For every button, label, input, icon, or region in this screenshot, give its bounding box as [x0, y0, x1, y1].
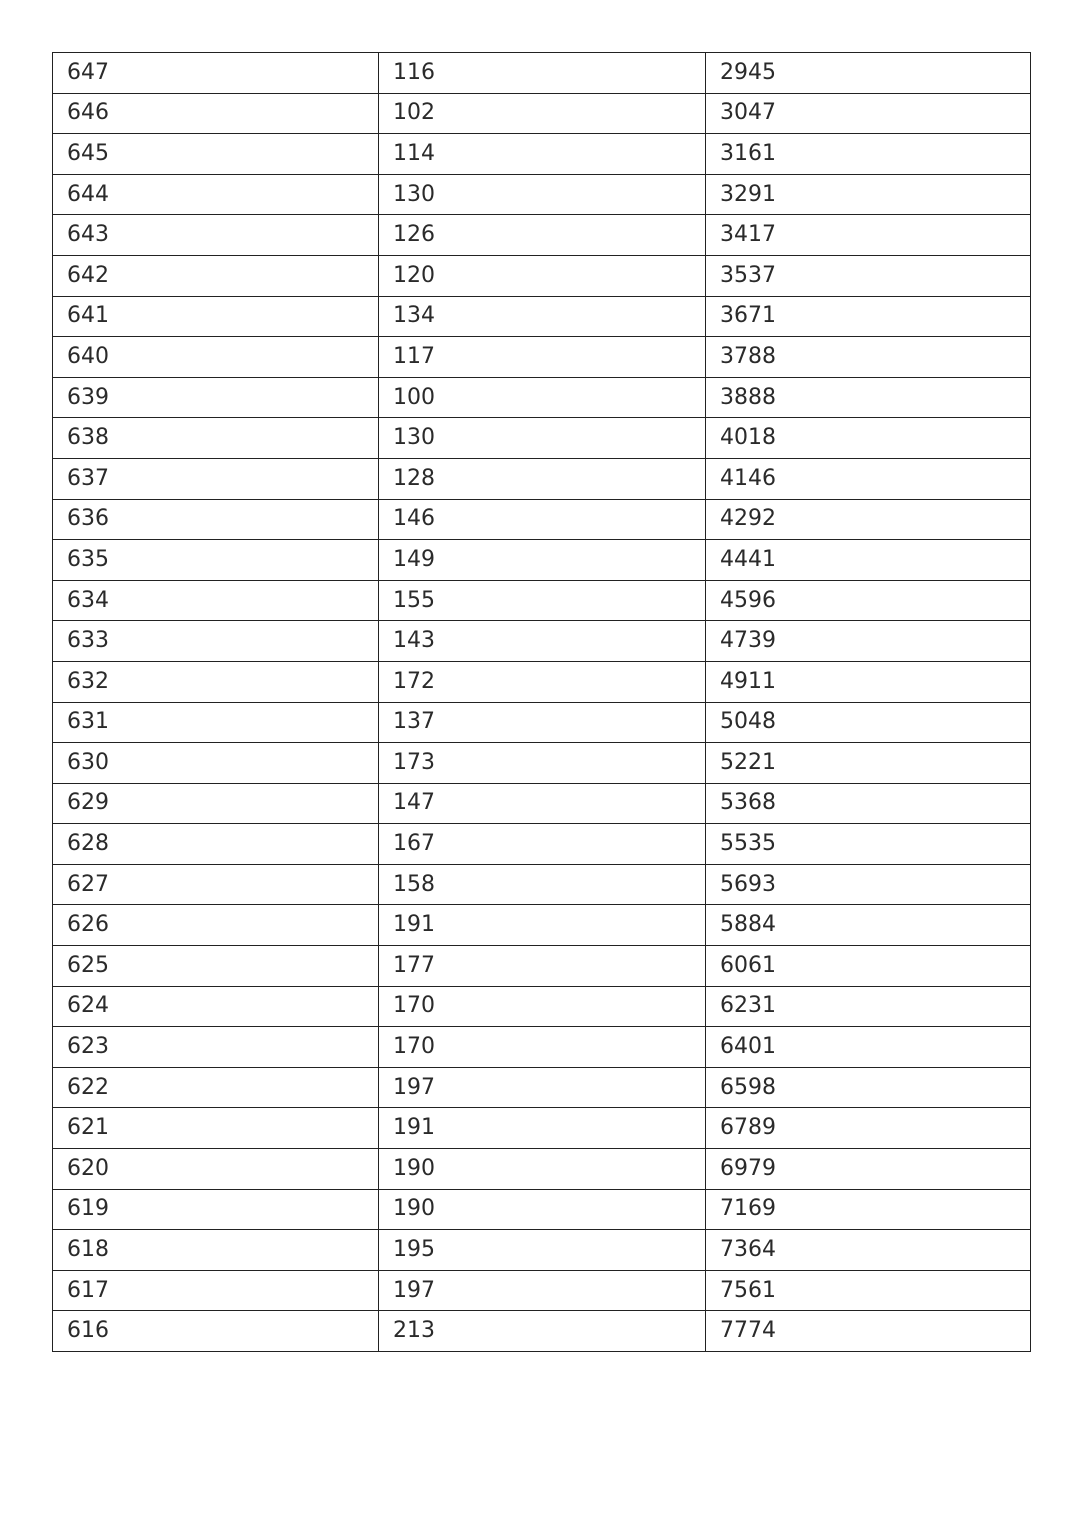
cumulative-cell: 6598: [706, 1067, 1031, 1108]
count-cell: 130: [379, 174, 706, 215]
table-row: [53, 864, 1031, 905]
score-cell: 642: [53, 255, 379, 296]
cumulative-cell: 5884: [706, 905, 1031, 946]
table-row: [53, 93, 1031, 134]
table-row: [53, 1027, 1031, 1068]
table-row: [53, 580, 1031, 621]
score-cell: 616: [53, 1311, 379, 1352]
table-row: [53, 499, 1031, 540]
cumulative-cell: 3047: [706, 93, 1031, 134]
count-cell: 170: [379, 986, 706, 1027]
cumulative-cell: 5048: [706, 702, 1031, 743]
cumulative-cell: 4441: [706, 540, 1031, 581]
score-cell: 617: [53, 1270, 379, 1311]
table-row: [53, 783, 1031, 824]
cumulative-cell: 4146: [706, 458, 1031, 499]
cumulative-cell: 4292: [706, 499, 1031, 540]
cumulative-cell: 7774: [706, 1311, 1031, 1352]
count-cell: 191: [379, 905, 706, 946]
score-cell: 623: [53, 1027, 379, 1068]
score-table-body: [53, 53, 1031, 1352]
table-row: [53, 1311, 1031, 1352]
cumulative-cell: 6061: [706, 946, 1031, 987]
table-row: [53, 418, 1031, 459]
score-cell: 636: [53, 499, 379, 540]
score-cell: 634: [53, 580, 379, 621]
table-row: [53, 824, 1031, 865]
cumulative-cell: 3788: [706, 337, 1031, 378]
score-cell: 639: [53, 377, 379, 418]
table-row: [53, 743, 1031, 784]
cumulative-cell: 7364: [706, 1230, 1031, 1271]
score-cell: 645: [53, 134, 379, 175]
count-cell: 177: [379, 946, 706, 987]
score-cell: 629: [53, 783, 379, 824]
count-cell: 213: [379, 1311, 706, 1352]
table-row: [53, 458, 1031, 499]
count-cell: 197: [379, 1067, 706, 1108]
table-row: [53, 377, 1031, 418]
cumulative-cell: 7561: [706, 1270, 1031, 1311]
cumulative-cell: 4911: [706, 661, 1031, 702]
cumulative-cell: 3671: [706, 296, 1031, 337]
score-table: [52, 52, 1031, 1352]
cumulative-cell: 3161: [706, 134, 1031, 175]
count-cell: 172: [379, 661, 706, 702]
table-row: [53, 540, 1031, 581]
table-row: [53, 621, 1031, 662]
cumulative-cell: 6231: [706, 986, 1031, 1027]
count-cell: 158: [379, 864, 706, 905]
score-cell: 641: [53, 296, 379, 337]
count-cell: 100: [379, 377, 706, 418]
count-cell: 120: [379, 255, 706, 296]
score-cell: 635: [53, 540, 379, 581]
table-row: [53, 215, 1031, 256]
cumulative-cell: 4018: [706, 418, 1031, 459]
score-cell: 624: [53, 986, 379, 1027]
table-row: [53, 1149, 1031, 1190]
score-cell: 632: [53, 661, 379, 702]
count-cell: 116: [379, 53, 706, 94]
table-row: [53, 337, 1031, 378]
table-row: [53, 661, 1031, 702]
table-row: [53, 946, 1031, 987]
table-row: [53, 255, 1031, 296]
count-cell: 167: [379, 824, 706, 865]
cumulative-cell: 4596: [706, 580, 1031, 621]
count-cell: 146: [379, 499, 706, 540]
table-row: [53, 1067, 1031, 1108]
score-cell: 621: [53, 1108, 379, 1149]
score-cell: 619: [53, 1189, 379, 1230]
table-row: [53, 1270, 1031, 1311]
count-cell: 191: [379, 1108, 706, 1149]
table-row: [53, 296, 1031, 337]
table-row: [53, 905, 1031, 946]
count-cell: 173: [379, 743, 706, 784]
cumulative-cell: 2945: [706, 53, 1031, 94]
score-cell: 625: [53, 946, 379, 987]
cumulative-cell: 5368: [706, 783, 1031, 824]
count-cell: 128: [379, 458, 706, 499]
score-cell: 627: [53, 864, 379, 905]
count-cell: 130: [379, 418, 706, 459]
table-row: [53, 53, 1031, 94]
score-cell: 638: [53, 418, 379, 459]
table-row: [53, 1230, 1031, 1271]
cumulative-cell: 5693: [706, 864, 1031, 905]
count-cell: 114: [379, 134, 706, 175]
count-cell: 170: [379, 1027, 706, 1068]
score-cell: 644: [53, 174, 379, 215]
table-row: [53, 134, 1031, 175]
cumulative-cell: 3537: [706, 255, 1031, 296]
table-row: [53, 1189, 1031, 1230]
count-cell: 134: [379, 296, 706, 337]
cumulative-cell: 3417: [706, 215, 1031, 256]
cumulative-cell: 4739: [706, 621, 1031, 662]
count-cell: 197: [379, 1270, 706, 1311]
score-cell: 618: [53, 1230, 379, 1271]
count-cell: 137: [379, 702, 706, 743]
cumulative-cell: 3291: [706, 174, 1031, 215]
table-row: [53, 1108, 1031, 1149]
count-cell: 149: [379, 540, 706, 581]
cumulative-cell: 5221: [706, 743, 1031, 784]
score-cell: 631: [53, 702, 379, 743]
count-cell: 155: [379, 580, 706, 621]
score-cell: 637: [53, 458, 379, 499]
count-cell: 126: [379, 215, 706, 256]
count-cell: 190: [379, 1189, 706, 1230]
count-cell: 190: [379, 1149, 706, 1190]
count-cell: 195: [379, 1230, 706, 1271]
cumulative-cell: 6789: [706, 1108, 1031, 1149]
score-cell: 643: [53, 215, 379, 256]
count-cell: 143: [379, 621, 706, 662]
score-cell: 628: [53, 824, 379, 865]
score-cell: 647: [53, 53, 379, 94]
cumulative-cell: 3888: [706, 377, 1031, 418]
cumulative-cell: 6979: [706, 1149, 1031, 1190]
score-cell: 646: [53, 93, 379, 134]
score-cell: 633: [53, 621, 379, 662]
count-cell: 117: [379, 337, 706, 378]
cumulative-cell: 5535: [706, 824, 1031, 865]
cumulative-cell: 7169: [706, 1189, 1031, 1230]
count-cell: 102: [379, 93, 706, 134]
score-cell: 626: [53, 905, 379, 946]
table-row: [53, 174, 1031, 215]
table-row: [53, 986, 1031, 1027]
table-row: [53, 702, 1031, 743]
cumulative-cell: 6401: [706, 1027, 1031, 1068]
score-cell: 630: [53, 743, 379, 784]
score-cell: 620: [53, 1149, 379, 1190]
score-cell: 640: [53, 337, 379, 378]
count-cell: 147: [379, 783, 706, 824]
score-cell: 622: [53, 1067, 379, 1108]
